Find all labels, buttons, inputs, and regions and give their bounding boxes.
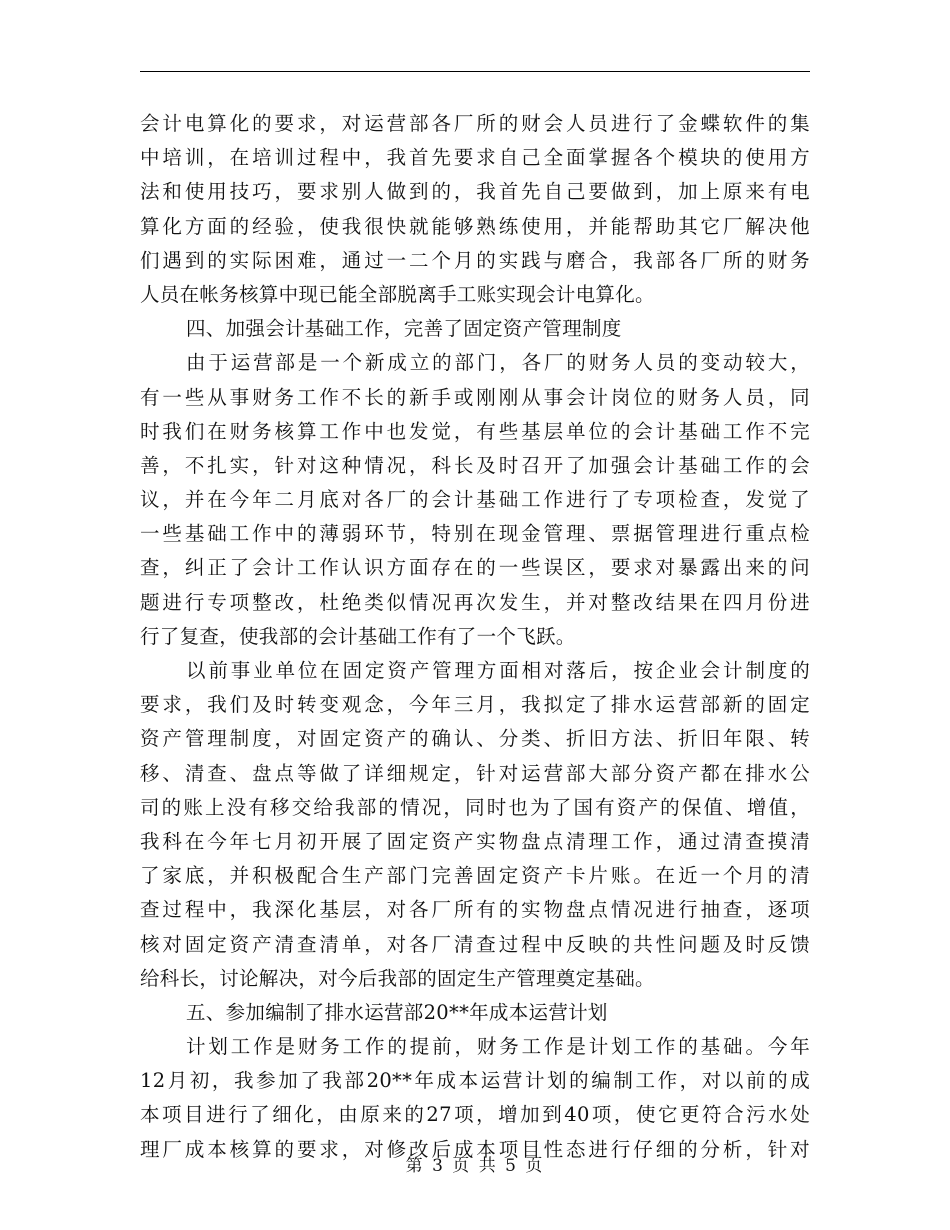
text-line: 司的账上没有移交给我部的情况，同时也为了国有资产的保值、增值，: [140, 795, 810, 819]
text-line: 我科在今年七月初开展了固定资产实物盘点清理工作，通过清查摸清: [140, 829, 810, 853]
text-line: 行了复查，使我部的会计基础工作有了一个飞跃。: [140, 624, 576, 648]
text-line: 给科长，讨论解决，对今后我部的固定生产管理奠定基础。: [140, 966, 655, 990]
text-line: 时我们在财务核算工作中也发觉，有些基层单位的会计基础工作不完: [140, 419, 810, 443]
text-line: 题进行专项整改，杜绝类似情况再次发生，并对整改结果在四月份进: [140, 590, 810, 614]
text-line: 算化方面的经验，使我很快就能够熟练使用，并能帮助其它厂解决他: [140, 214, 810, 238]
text-line: 本项目进行了细化，由原来的27项，增加到40项，使它更符合污水处: [140, 1103, 810, 1127]
text-line: 有一些从事财务工作不长的新手或刚刚从事会计岗位的财务人员，同: [140, 385, 810, 409]
text-line: 12月初，我参加了我部20**年成本运营计划的编制工作，对以前的成: [140, 1069, 810, 1093]
page-number: 第 3 页 共 5 页: [405, 1156, 545, 1176]
text-line: 查，纠正了会计工作认识方面存在的一些误区，要求对暴露出来的问: [140, 556, 810, 580]
section-heading: 四、加强会计基础工作，完善了固定资产管理制度: [186, 317, 622, 341]
text-line: 要求，我们及时转变观念，今年三月，我拟定了排水运营部新的固定: [140, 693, 810, 717]
section-heading: 五、参加编制了排水运营部20**年成本运营计划: [186, 1000, 608, 1024]
text-line: 议，并在今年二月底对各厂的会计基础工作进行了专项检查，发觉了: [140, 488, 810, 512]
text-line: 会计电算化的要求，对运营部各厂所的财会人员进行了金蝶软件的集: [140, 112, 810, 135]
text-line: 移、清查、盘点等做了详细规定，针对运营部大部分资产都在排水公: [140, 761, 810, 785]
header-rule: [140, 71, 810, 72]
text-line: 法和使用技巧，要求别人做到的，我首先自己要做到，加上原来有电: [140, 180, 810, 204]
text-line: 一些基础工作中的薄弱环节，特别在现金管理、票据管理进行重点检: [140, 522, 810, 546]
text-line: 了家底，并积极配合生产部门完善固定资产卡片账。在近一个月的清: [140, 864, 810, 888]
text-line: 查过程中，我深化基层，对各厂所有的实物盘点情况进行抽查，逐项: [140, 898, 810, 922]
text-line: 们遇到的实际困难，通过一二个月的实践与磨合，我部各厂所的财务: [140, 248, 810, 272]
text-line: 核对固定资产清查清单，对各厂清查过程中反映的共性问题及时反馈: [140, 932, 810, 956]
text-line: 人员在帐务核算中现已能全部脱离手工账实现会计电算化。: [140, 282, 655, 306]
document-body: [140, 107, 810, 1167]
text-line: 资产管理制度，对固定资产的确认、分类、折旧方法、折旧年限、转: [140, 727, 810, 751]
text-line: 善，不扎实，针对这种情况，科长及时召开了加强会计基础工作的会: [140, 453, 810, 477]
text-line: 计划工作是财务工作的提前，财务工作是计划工作的基础。今年: [186, 1035, 810, 1059]
text-line: 中培训，在培训过程中，我首先要求自己全面掌握各个模块的使用方: [140, 146, 810, 170]
text-line: 由于运营部是一个新成立的部门，各厂的财务人员的变动较大，: [186, 351, 810, 375]
text-line: 以前事业单位在固定资产管理方面相对落后，按企业会计制度的: [186, 659, 810, 682]
text-line: 理厂成本核算的要求，对修改后成本项目性态进行仔细的分析，针对: [140, 1137, 810, 1161]
